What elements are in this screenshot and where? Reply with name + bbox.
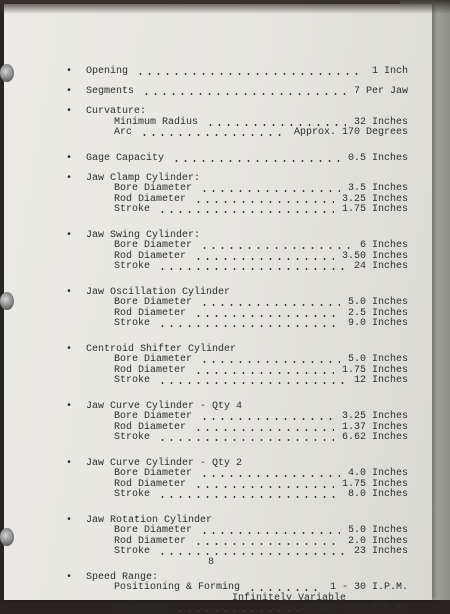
spec-row-label: Bore Diameter (114, 354, 193, 365)
bullet-icon: • (66, 514, 73, 526)
dot-leader (200, 532, 340, 534)
dot-leader (158, 268, 346, 270)
spec-group-heading: Jaw Curve Cylinder - Qty 4 (86, 400, 243, 412)
spec-row-value: 5.0 Inches (347, 525, 408, 536)
spec-group-heading: Jaw Oscillation Cylinder (86, 286, 231, 298)
spec-row-label: Rod Diameter (114, 307, 187, 319)
dot-leader (200, 361, 340, 363)
spec-row-value: 5.0 Inches (347, 354, 408, 365)
spec-row-value: 3.5 Inches (347, 183, 408, 194)
spec-label: Opening (86, 66, 129, 77)
dot-leader (158, 553, 346, 555)
spec-row-value: 8.0 Inches (347, 489, 408, 500)
spec-row-value: 3.25 Inches (341, 411, 408, 422)
spec-row-value: 2.5 Inches (347, 307, 408, 319)
top-shadow (0, 0, 450, 14)
spec-row-label: Rod Diameter (114, 535, 187, 547)
bullet-icon: • (66, 66, 73, 77)
spec-row-value: 6 Inches (359, 240, 408, 251)
dot-leader (206, 124, 346, 126)
spec-row-label: Bore Diameter (114, 525, 193, 536)
bullet-icon: • (66, 152, 73, 164)
spec-group-heading: Speed Range: (86, 571, 159, 583)
dot-leader (136, 73, 364, 75)
spec-row-label: Bore Diameter (114, 240, 193, 251)
spec-group-heading: Jaw Curve Cylinder - Qty 2 (86, 457, 243, 469)
document-page (4, 4, 432, 614)
dot-leader (194, 201, 334, 203)
dot-leader (142, 93, 346, 95)
spec-value: 0.5 Inches (347, 152, 408, 164)
bullet-icon: • (66, 457, 73, 469)
spec-row-value: 32 Inches (353, 116, 408, 128)
spec-row-label: Arc (114, 127, 133, 138)
dot-leader (194, 372, 334, 374)
dot-leader (140, 134, 286, 136)
dot-leader (200, 190, 340, 192)
spec-row-value: 1.75 Inches (341, 204, 408, 215)
spec-row-label: Rod Diameter (114, 250, 187, 262)
bullet-icon: • (66, 343, 73, 355)
spec-group-heading: Jaw Rotation Cylinder (86, 514, 213, 526)
dot-leader (194, 543, 340, 545)
spec-row-value: 0.10 - 4.0 I.P.M. (305, 603, 408, 614)
spec-row-label: Stroke (114, 432, 151, 443)
spec-row-value: 12 Inches (353, 375, 408, 386)
spec-label: Segments (86, 86, 135, 97)
dot-leader (158, 211, 334, 213)
dot-leader (158, 382, 346, 384)
spec-row-value: 4.0 Inches (347, 468, 408, 479)
dot-leader (172, 160, 340, 162)
dot-leader (176, 610, 298, 612)
bullet-icon: • (66, 86, 73, 97)
spec-row-value: 3.25 Inches (341, 193, 408, 205)
dot-leader (200, 304, 340, 306)
spec-value: 7 Per Jaw (353, 86, 408, 97)
bullet-icon: • (66, 571, 73, 583)
spec-row-value: 5.0 Inches (347, 297, 408, 308)
dot-leader (200, 247, 352, 249)
spec-group-heading: Jaw Swing Cylinder: (86, 229, 201, 241)
spec-label: Gage Capacity (86, 152, 165, 164)
spec-row-value: Approx. 170 Degrees (293, 127, 408, 138)
spec-row-label: Rod Diameter (114, 421, 187, 433)
dot-leader (158, 325, 340, 327)
spec-row-label: Rod Diameter (114, 478, 187, 490)
dot-leader (194, 486, 334, 488)
spec-row-value: 9.0 Inches (347, 318, 408, 329)
bullet-icon: • (66, 172, 73, 184)
page-number: 8 (208, 557, 215, 568)
spec-row-label: Stroke (114, 318, 151, 329)
dot-leader (194, 258, 334, 260)
spec-group-heading: Centroid Shifter Cylinder (86, 343, 237, 355)
bullet-icon: • (66, 400, 73, 412)
spec-row-label: Rod Diameter (114, 364, 187, 376)
spec-row-label: Stroke (114, 204, 151, 215)
spec-row-label: Stroke (114, 489, 151, 500)
bullet-icon: • (66, 229, 73, 241)
spec-row-value: 24 Inches (353, 261, 408, 272)
spec-row-label: Stroke (114, 375, 151, 386)
bullet-icon: • (66, 106, 73, 117)
spec-row-value: 6.62 Inches (341, 432, 408, 443)
spec-row-label: Bore Diameter (114, 183, 193, 194)
spec-group-heading: Jaw Clamp Cylinder: (86, 172, 201, 184)
spec-row-value: 1.37 Inches (341, 421, 408, 433)
dot-leader (158, 496, 340, 498)
dot-leader (194, 315, 340, 317)
spec-row-value: 1.75 Inches (341, 478, 408, 490)
dot-leader (200, 418, 334, 420)
spec-row-label: Slow Mode (114, 603, 169, 614)
spec-row-label: Minimum Radius (114, 116, 199, 128)
spec-row-value: 1.75 Inches (341, 364, 408, 376)
spec-row-label: Stroke (114, 546, 151, 557)
spec-row-label: Positioning & Forming (114, 582, 241, 593)
bullet-icon: • (66, 286, 73, 298)
spec-row-label: Stroke (114, 261, 151, 272)
dot-leader (248, 589, 322, 591)
spec-row-label: Rod Diameter (114, 193, 187, 205)
spec-row-value: 2.0 Inches (347, 535, 408, 547)
spec-row-value: 1 - 30 I.P.M. (329, 582, 408, 593)
dot-leader (194, 429, 334, 431)
spec-group-heading: Curvature: (86, 106, 147, 117)
spec-list (4, 4, 432, 614)
spec-value: 1 Inch (371, 66, 408, 77)
spec-note: Infinitely Variable (232, 592, 347, 604)
spec-row-label: Bore Diameter (114, 468, 193, 479)
spec-row-value: 3.50 Inches (341, 250, 408, 262)
spec-row-label: Bore Diameter (114, 411, 193, 422)
dot-leader (200, 475, 340, 477)
spec-row-value: 23 Inches (353, 546, 408, 557)
spec-row-label: Bore Diameter (114, 297, 193, 308)
dot-leader (158, 439, 334, 441)
